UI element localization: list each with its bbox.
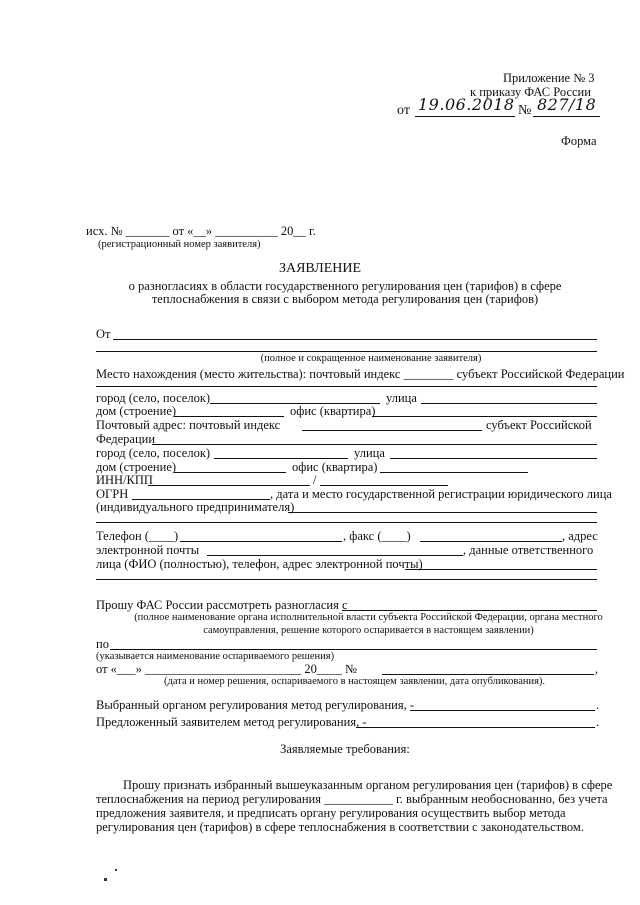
claims-text-line2: теплоснабжения на период регулирования ___________ г. выбранным необоснованно, без учета <box>96 792 608 806</box>
registration-line2 <box>96 522 597 523</box>
chosen-method-line <box>410 710 595 711</box>
email-label: электронной почты <box>96 543 200 557</box>
chosen-method-dot: . <box>596 698 600 712</box>
phone-line <box>180 541 342 542</box>
responsible-label: , данные ответственного <box>463 543 594 557</box>
decision-comma: , <box>595 662 599 676</box>
form-label: Форма <box>561 134 597 148</box>
claims-text-line3: предложения заявителя, и предписать органу регулирования осуществить выбор метода <box>96 806 566 820</box>
document-subtitle-line2: теплоснабжения в связи с выбором метода регулирования цен (тарифов) <box>151 292 539 306</box>
authority-caption1: (полное наименование органа исполнительной власти субъекта Российской Федерации, органа местного <box>134 612 603 623</box>
request-label: Прошу ФАС России рассмотреть разногласия с <box>96 598 348 612</box>
order-label: к приказу ФАС России <box>470 85 591 99</box>
registration-line1 <box>288 512 597 513</box>
location-line <box>96 386 597 387</box>
scan-speck <box>104 878 107 881</box>
scan-speck <box>115 869 117 871</box>
order-from-prefix: от <box>397 103 410 118</box>
postal-street-line <box>390 458 597 459</box>
claims-text-line1: Прошу признать избранный вышеуказанным органом регулирования цен (тарифов) в сфере <box>123 778 613 792</box>
federation-label: Федерации <box>96 432 156 446</box>
house-line <box>174 416 284 417</box>
office-line <box>372 416 597 417</box>
address-label: , адрес <box>562 529 598 543</box>
inn-kpp-label: ИНН/КПП <box>96 473 153 487</box>
chosen-method-label: Выбранный органом регулирования метод регулирования, - <box>96 698 414 712</box>
street-line <box>421 403 597 404</box>
decision-date-caption: (дата и номер решения, оспариваемого в настоящем заявлении, дата опубликования). <box>164 676 546 687</box>
appendix-label: Приложение № 3 <box>503 71 595 85</box>
postal-office-line <box>380 472 528 473</box>
decision-date-line: от «___» _________________________ 20____ № <box>96 662 357 676</box>
ogrn-label: ОГРН <box>96 487 129 501</box>
postal-index-line <box>302 430 482 431</box>
federation-line <box>152 444 597 445</box>
authority-caption2: самоуправления, решение которого оспаривается в настоящем заявлении) <box>203 625 534 636</box>
claims-heading: Заявляемые требования: <box>280 742 410 756</box>
decision-name-caption: (указывается наименование оспариваемого решения) <box>96 651 335 662</box>
entrepreneur-label: (индивидуального предпринимателя) <box>96 500 295 514</box>
document-title: ЗАЯВЛЕНИЕ <box>278 261 362 276</box>
inn-line <box>148 485 310 486</box>
postal-city-label: город (село, поселок) <box>96 446 211 460</box>
registration-label: , дата и место государственной регистрации юридического лица <box>270 487 612 501</box>
postal-subject-label: субъект Российской <box>486 418 592 432</box>
applicant-name-line1 <box>113 339 597 340</box>
po-label: по <box>96 637 109 651</box>
outgoing-ref-caption: (регистрационный номер заявителя) <box>98 239 261 250</box>
proposed-method-line <box>356 727 595 728</box>
from-label: От <box>96 327 111 341</box>
responsible-line1 <box>405 569 597 570</box>
city-label: город (село, поселок) <box>96 391 211 405</box>
email-line <box>207 555 463 556</box>
order-date-underline <box>415 116 515 117</box>
document-subtitle-line1: о разногласиях в области государственного регулирования цен (тарифов) в сфере <box>128 279 562 293</box>
fax-label: , факс (____) <box>343 529 411 543</box>
postal-address-label: Почтовый адрес: почтовый индекс <box>96 418 281 432</box>
location-label: Место нахождения (место жительства): почтовый индекс ________ субъект Российской Федерации <box>96 367 625 381</box>
fax-line <box>420 541 562 542</box>
street-label: улица <box>386 391 417 405</box>
order-number-handwritten: 827/18 <box>537 95 597 114</box>
postal-house-label: дом (строение) <box>96 460 177 474</box>
postal-office-label: офис (квартира) <box>292 460 378 474</box>
order-num-underline <box>533 116 600 117</box>
order-num-prefix: № <box>518 103 532 118</box>
postal-house-line <box>174 472 286 473</box>
proposed-method-label: Предложенный заявителем метод регулирования, - <box>96 715 367 729</box>
responsible-line2 <box>96 579 597 580</box>
postal-street-label: улица <box>354 446 385 460</box>
kpp-line <box>320 485 448 486</box>
outgoing-ref-line: исх. № _______ от «__» __________ 20__ г. <box>86 224 316 238</box>
applicant-name-caption: (полное и сокращенное наименование заявителя) <box>260 353 482 364</box>
order-date-handwritten: 19.06.2018 <box>418 95 515 114</box>
phone-label: Телефон (____) <box>96 529 179 543</box>
proposed-method-dot: . <box>596 715 600 729</box>
claims-text-line4: регулирования цен (тарифов) в сфере теплоснабжения в соответствии с законодательством. <box>96 820 584 834</box>
office-label: офис (квартира) <box>290 404 376 418</box>
inn-kpp-separator: / <box>313 473 317 487</box>
responsible-person-label: лица (ФИО (полностью), телефон, адрес электронной почты) <box>96 557 423 571</box>
house-label: дом (строение) <box>96 404 177 418</box>
postal-city-line <box>214 458 348 459</box>
